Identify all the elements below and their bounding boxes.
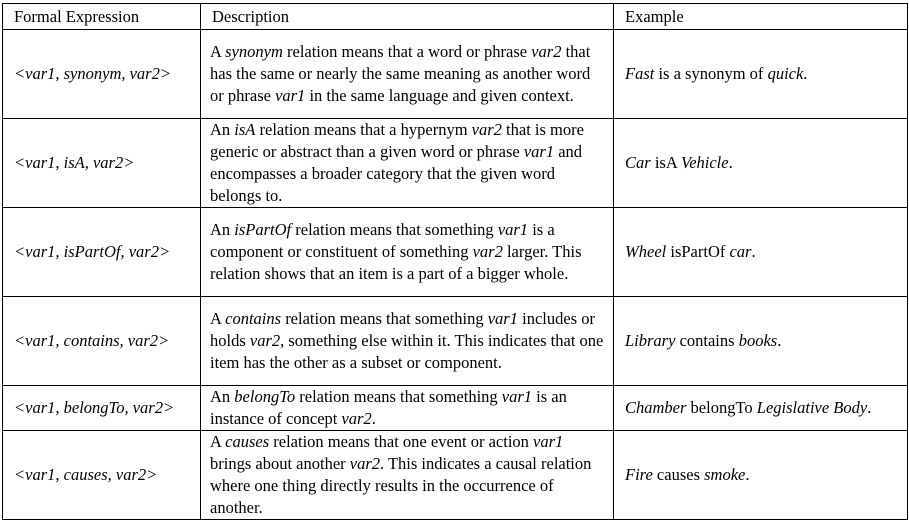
example-cell: Chamber belongTo Legislative Body. bbox=[614, 386, 908, 431]
table-row-ispartof bbox=[3, 208, 908, 297]
example-cell: Fast is a synonym of quick. bbox=[614, 30, 908, 119]
table-row-causes bbox=[3, 431, 908, 520]
example-cell: Wheel isPartOf car. bbox=[614, 208, 908, 297]
description-cell: A synonym relation means that a word or phrase var2 that has the same or nearly the same meaning as another word or phrase var1 in the same language and given context. bbox=[201, 30, 614, 119]
description-cell: A contains relation means that something var1 includes or holds var2, something else within it. This indicates that one item has the other as a subset or component. bbox=[201, 297, 614, 386]
header-row bbox=[3, 4, 908, 30]
table-row-synonym bbox=[3, 30, 908, 119]
table-row-belongto bbox=[3, 386, 908, 431]
description-cell: An belongTo relation means that something var1 is an instance of concept var2. bbox=[201, 386, 614, 431]
header-description: Description bbox=[201, 4, 614, 30]
formal-expression-cell: <var1, isPartOf, var2> bbox=[3, 208, 201, 297]
example-cell: Library contains books. bbox=[614, 297, 908, 386]
header-formal-expression: Formal Expression bbox=[3, 4, 201, 30]
description-cell: An isPartOf relation means that something var1 is a component or constituent of something var2 larger. This relation shows that an item is a part of a bigger whole. bbox=[201, 208, 614, 297]
example-cell: Car isA Vehicle. bbox=[614, 119, 908, 208]
formal-expression-cell: <var1, causes, var2> bbox=[3, 431, 201, 520]
description-cell: An isA relation means that a hypernym var2 that is more generic or abstract than a given word or phrase var1 and encompasses a broader category that the given word belongs to. bbox=[201, 119, 614, 208]
relations-table bbox=[2, 3, 908, 520]
formal-expression-cell: <var1, synonym, var2> bbox=[3, 30, 201, 119]
formal-expression-cell: <var1, contains, var2> bbox=[3, 297, 201, 386]
header-example: Example bbox=[614, 4, 908, 30]
table-row-contains bbox=[3, 297, 908, 386]
formal-expression-cell: <var1, belongTo, var2> bbox=[3, 386, 201, 431]
description-cell: A causes relation means that one event or action var1 brings about another var2. This indicates a causal relation where one thing directly results in the occurrence of another. bbox=[201, 431, 614, 520]
table-row-isa bbox=[3, 119, 908, 208]
example-cell: Fire causes smoke. bbox=[614, 431, 908, 520]
formal-expression-cell: <var1, isA, var2> bbox=[3, 119, 201, 208]
